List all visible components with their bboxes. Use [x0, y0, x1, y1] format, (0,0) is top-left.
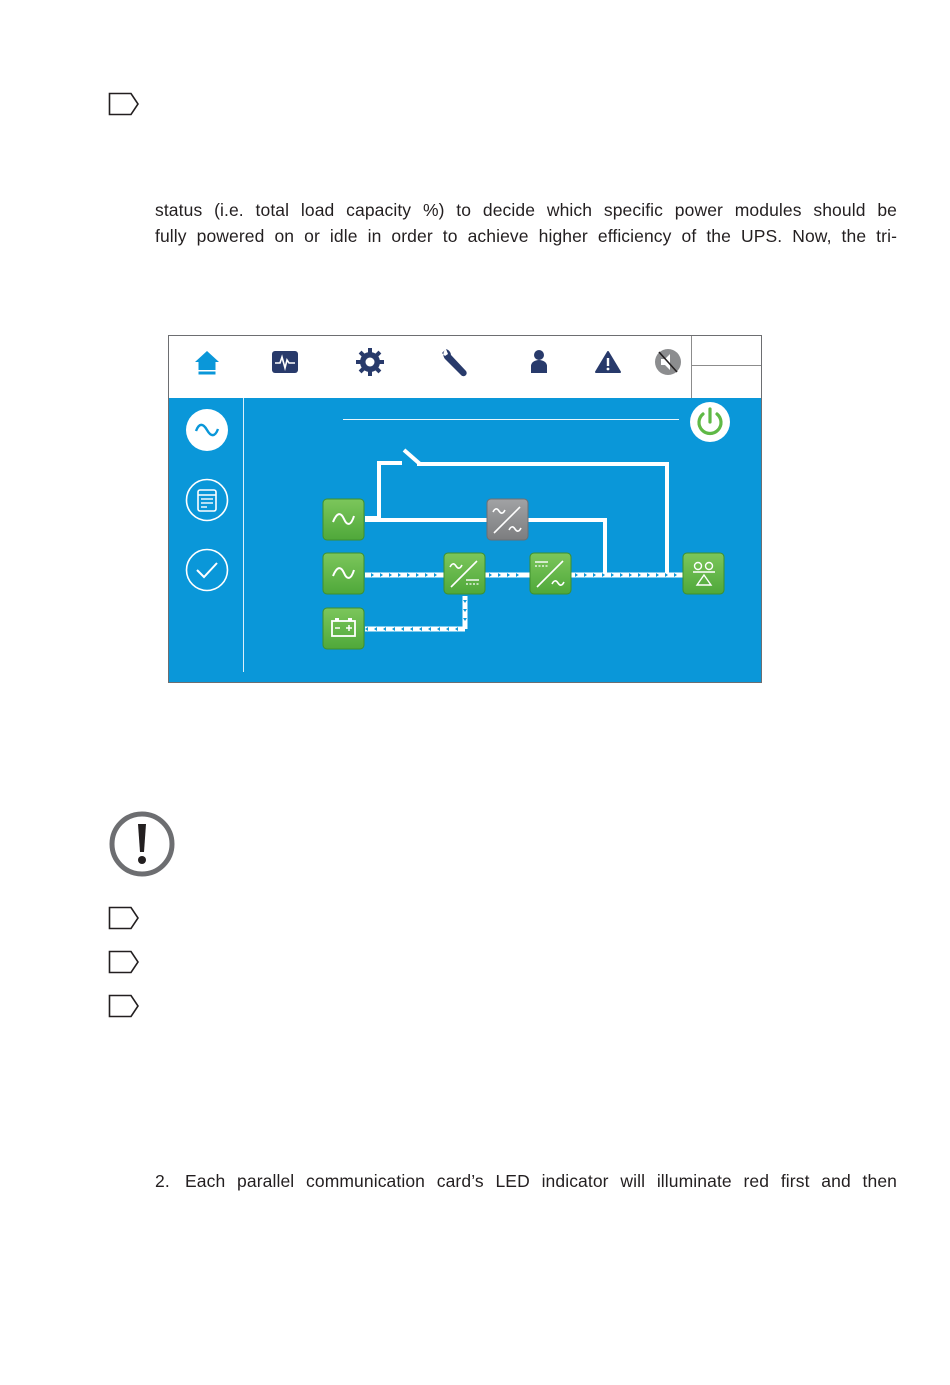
note-icon: [108, 906, 140, 930]
load-output-icon: [683, 553, 724, 594]
home-icon[interactable]: [189, 344, 225, 380]
note-icon: [108, 994, 140, 1018]
step-number: 2.: [155, 1171, 170, 1191]
settings-icon[interactable]: [352, 344, 388, 380]
step-text: Each parallel communication card’s LED indicator will illuminate red first and then: [185, 1171, 897, 1191]
step-2-text: [155, 1168, 897, 1194]
top-right-panel: [691, 336, 761, 398]
main-display: [169, 398, 761, 683]
measurement-icon[interactable]: [267, 344, 303, 380]
power-flow-diagram: [169, 398, 761, 683]
note-icon: [108, 92, 140, 116]
body-text-line-1: status (i.e. total load capacity %) to decide which specific power modules should be: [155, 200, 897, 220]
panel-divider: [692, 365, 761, 366]
battery-icon: [323, 608, 364, 649]
body-text-line-2: fully powered on or idle in order to achieve higher efficiency of the UPS. Now, the tri-: [155, 226, 897, 246]
alarm-icon[interactable]: [590, 344, 626, 380]
inverter-icon: [530, 553, 571, 594]
bypass-input-icon: [323, 499, 364, 540]
caution-icon: [108, 810, 176, 878]
main-input-icon: [323, 553, 364, 594]
maintenance-icon[interactable]: [437, 344, 473, 380]
mute-icon[interactable]: [650, 344, 686, 380]
bypass-static-switch-icon: [487, 499, 528, 540]
note-icon: [108, 950, 140, 974]
rectifier-icon: [444, 553, 485, 594]
top-toolbar: [169, 336, 761, 398]
ups-lcd-screen: [168, 335, 762, 683]
main-flow-line: [365, 573, 683, 631]
user-icon[interactable]: [521, 344, 557, 380]
